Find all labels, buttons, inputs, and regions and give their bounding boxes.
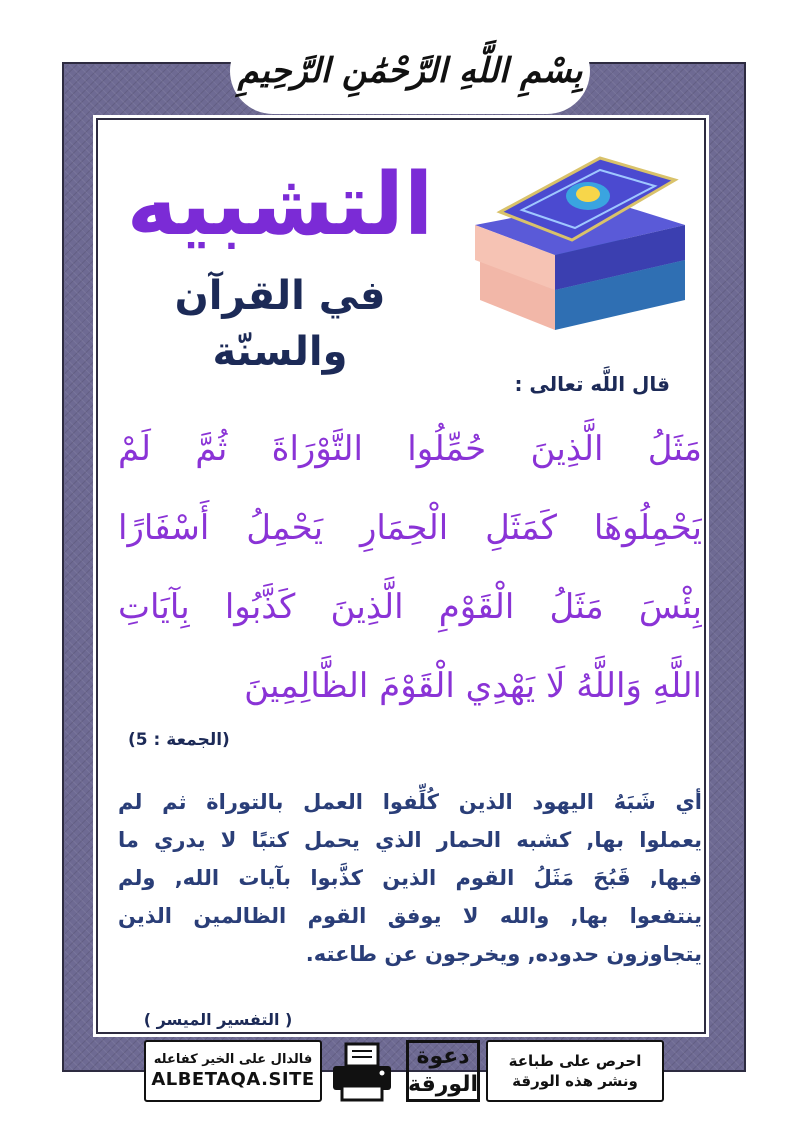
tafsir-source: ( التفسير الميسر ): [143, 1010, 293, 1029]
page-subtitle: في القرآن والسنّة: [174, 273, 386, 375]
verse-reference: (الجمعة : 5): [128, 730, 230, 750]
books-icon: [460, 140, 700, 340]
bismillah-calligraphy: بِسْمِ اللَّهِ الرَّحْمَٰنِ الرَّحِيمِ: [230, 28, 590, 114]
printer-icon: [330, 1042, 394, 1102]
verse-intro: قال اللَّه تعالى :: [514, 372, 670, 396]
verse-line: اللَّهِ وَاللَّهُ لَا يَهْدِي الْقَوْمَ الظَّالِمِينَ: [244, 666, 702, 706]
print-request-line: ونشر هذه الورقة: [512, 1072, 638, 1090]
tafsir-line: يتجاوزون حدوده, ويخرجون عن طاعته.: [305, 942, 702, 966]
footer-bar: [144, 1040, 664, 1104]
tafsir-line: ينتفعوا بها, والله لا يوفق القوم الظالمين الذين: [118, 904, 702, 928]
logo-line: دعوة: [416, 1044, 470, 1069]
website-link[interactable]: ALBETAQA.SITE: [151, 1069, 315, 1090]
quran-verse: [118, 410, 702, 726]
print-request-line: احرص على طباعة: [508, 1052, 642, 1070]
dawah-logo: [406, 1040, 480, 1102]
verse-line: بِئْسَ مَثَلُ الْقَوْمِ الَّذِينَ كَذَّبُوا بِآيَاتِ: [118, 587, 702, 627]
page-title: التشبيه: [126, 155, 434, 255]
tafsir-line: فيها, قَبُحَ مَثَلُ القوم الذين كذَّبوا بآيات الله, ولم: [118, 866, 702, 890]
tafsir-text: [118, 783, 702, 973]
website-box: [144, 1040, 322, 1102]
tafsir-line: يعملوا بها, كشبه الحمار الذي يحمل كتبًا لا يدري ما: [118, 828, 702, 852]
logo-line: الورقة: [407, 1072, 478, 1097]
print-request-box: [486, 1040, 664, 1102]
verse-line: يَحْمِلُوهَا كَمَثَلِ الْحِمَارِ يَحْمِلُ أَسْفَارًا: [118, 508, 702, 548]
footer-motto: فالدال على الخير كفاعله: [153, 1052, 313, 1067]
tafsir-line: أي شَبَهُ اليهود الذين كُلِّفوا العمل بالتوراة ثم لم: [118, 790, 702, 814]
verse-line: مَثَلُ الَّذِينَ حُمِّلُوا التَّوْرَاةَ ثُمَّ لَمْ: [118, 429, 702, 469]
